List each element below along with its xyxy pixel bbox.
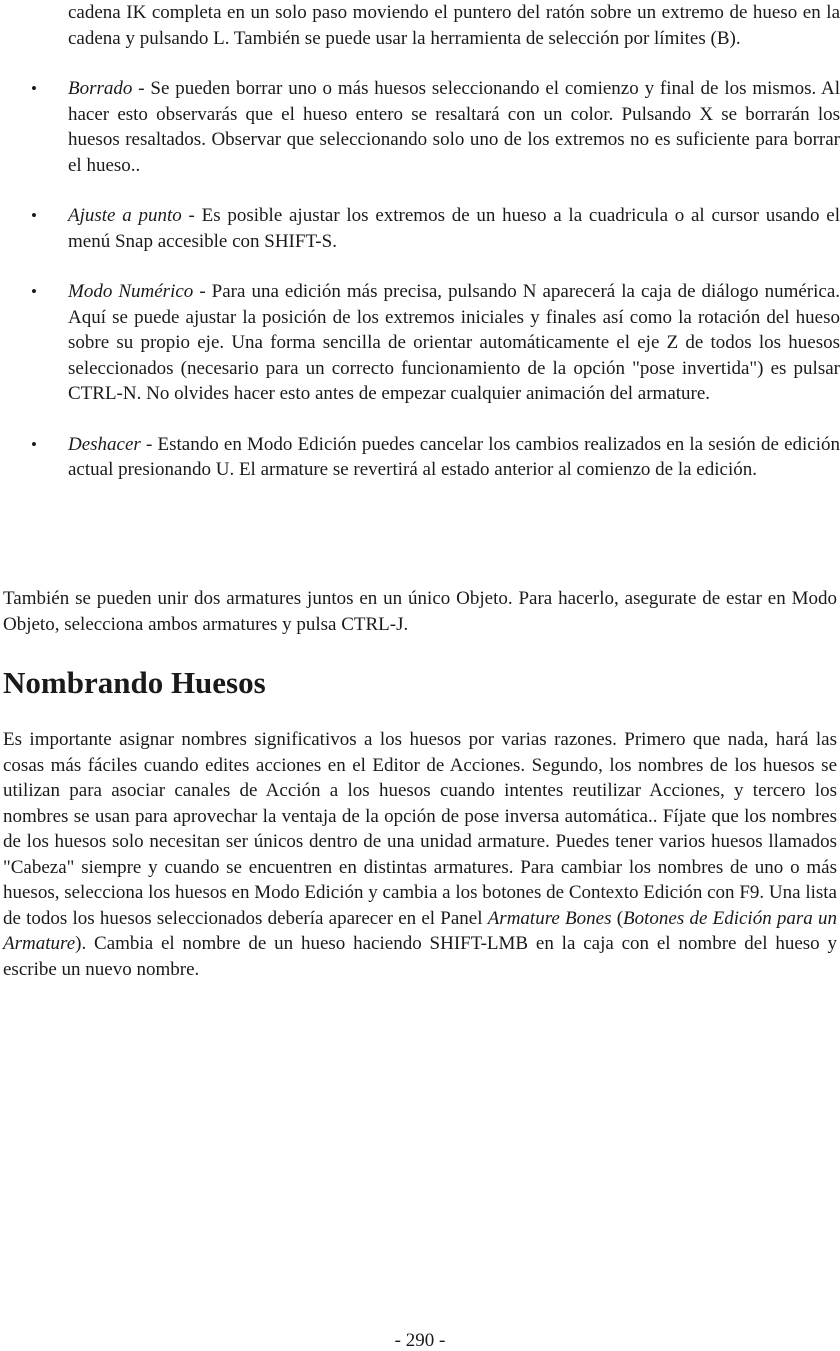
bullet-text: - Para una edición más precisa, pulsando N aparecerá la caja de diálogo numérica. Aquí se puede ajustar la posición de los extremos iniciales y finales así como la rotación del hueso sobre su propio eje. Una forma sencilla de orientar automáticamente el eje Z de todos los huesos seleccionados (necesario para un correcto funcionamiento de la opción "pose invertida") es pulsar CTRL-N. No olvides hacer esto antes de empezar cualquier animación del armature. xyxy=(68,281,840,404)
list-item xyxy=(0,432,840,483)
section-heading: Nombrando Huesos xyxy=(3,665,266,700)
join-paragraph: También se pueden unir dos armatures juntos en un único Objeto. Para hacerlo, asegurate de estar en Modo Objeto, selecciona ambos armatures y pulsa CTRL-J. xyxy=(3,588,837,635)
bullet-text: - Se pueden borrar uno o más huesos seleccionando el comienzo y final de los mismos. Al hacer esto observarás que el hueso entero se resaltará con un color. Pulsando X se borrarán los huesos resaltados. Observar que seleccionando solo uno de los extremos no es suficiente para borrar el hueso.. xyxy=(68,78,840,176)
list-item xyxy=(0,203,840,254)
bullet-term: Deshacer xyxy=(68,433,141,455)
paragraph-text: ). Cambia el nombre de un hueso haciendo SHIFT-LMB en la caja con el nombre del hueso y escribe un nuevo nombre. xyxy=(3,933,837,980)
page-number: - 290 - xyxy=(394,1330,446,1351)
list-item xyxy=(0,279,840,407)
bullet-term: Ajuste a punto xyxy=(68,205,182,226)
paragraph-emphasis: Botones de Edición para un Armature xyxy=(3,907,838,954)
list-item xyxy=(0,0,840,51)
paragraph-text: ( xyxy=(611,907,624,929)
bullet-icon: • xyxy=(31,79,37,98)
list-item xyxy=(0,76,840,178)
paragraph-emphasis: Armature Bones xyxy=(487,907,612,929)
bullet-icon: • xyxy=(31,206,37,225)
names-paragraph xyxy=(3,727,837,982)
bullet-text: - Estando en Modo Edición puedes cancelar los cambios realizados en la sesión de edición actual presionando U. El armature se revertirá al estado anterior al comienzo de la edición. xyxy=(68,433,840,480)
bullet-icon: • xyxy=(31,434,37,454)
bullet-term: Borrado xyxy=(68,78,133,99)
bullet-icon: • xyxy=(31,282,37,301)
bullet-list xyxy=(0,0,840,508)
bullet-text: - Es posible ajustar los extremos de un hueso a la cuadricula o al cursor usando el menú Snap accesible con SHIFT-S. xyxy=(68,205,840,252)
bullet-text: cadena IK completa en un solo paso moviendo el puntero del ratón sobre un extremo de hueso en la cadena y pulsando L. También se puede usar la herramienta de selección por límites (B). xyxy=(68,2,840,49)
paragraph-text: Es importante asignar nombres significativos a los huesos por varias razones. Primero que nada, hará las cosas más fáciles cuando edites acciones en el Editor de Acciones. Segundo, los nombres de los huesos se utilizan para asociar canales de Acción a los huesos cuando intentes reutilizar Acciones, y tercero los nombres se usan para aprovechar la ventaja de la opción de pose inversa automática.. Fíjate que los nombres de los huesos solo necesitan ser únicos dentro de una unidad armature. Puedes tener varios huesos llamados "Cabeza" siempre y cuando se encuentren en distintas armatures. Para cambiar los nombres de uno o más huesos, selecciona los huesos en Modo Edición y cambia a los botones de Contexto Edición con F9. Una lista de todos los huesos seleccionados debería aparecer en el Panel xyxy=(3,729,837,929)
bullet-term: Modo Numérico xyxy=(68,281,194,302)
